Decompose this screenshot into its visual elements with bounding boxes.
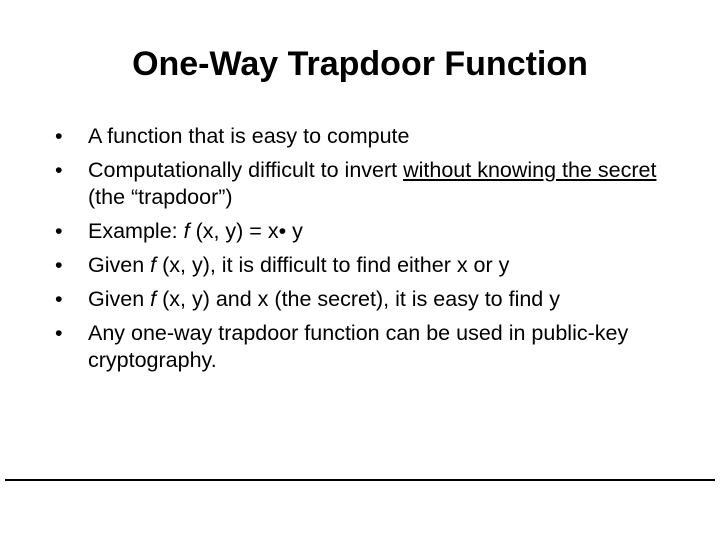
bullet-dot: • <box>55 287 63 311</box>
bullet-text: Any one-way trapdoor function can be used in public-key cryptography. <box>88 321 629 372</box>
bullet-text <box>88 158 656 209</box>
bullet-item <box>55 218 665 245</box>
slide-title: One-Way Trapdoor Function <box>132 45 588 83</box>
bullet-item <box>55 123 665 150</box>
function-symbol: f <box>150 253 157 277</box>
function-symbol: f <box>150 287 157 311</box>
function-symbol: f <box>183 219 190 243</box>
footer-divider <box>5 479 715 481</box>
bullet-text: A function that is easy to compute <box>88 124 410 148</box>
bullet-text <box>88 287 560 311</box>
bullet-text-part: (x, y) = x• y <box>189 219 303 243</box>
bullet-dot: • <box>55 124 63 148</box>
bullet-list <box>55 123 665 381</box>
bullet-text-part: Example: <box>88 219 184 243</box>
bullet-text-part: (the “trapdoor”) <box>88 185 233 209</box>
bullet-item <box>55 286 665 313</box>
bullet-text-part: (x, y), it is difficult to find either x or y <box>156 253 510 277</box>
underlined-phrase: without knowing the secret <box>403 158 657 182</box>
bullet-text <box>88 219 303 243</box>
bullet-dot: • <box>55 158 63 182</box>
bullet-text-part: (x, y) and x (the secret), it is easy to find y <box>156 287 560 311</box>
bullet-dot: • <box>55 321 63 345</box>
bullet-text <box>88 253 509 277</box>
bullet-text-part: Computationally difficult to invert <box>88 158 404 182</box>
bullet-text-part: Given <box>88 287 151 311</box>
bullet-dot: • <box>55 253 63 277</box>
bullet-item <box>55 157 665 211</box>
bullet-item <box>55 320 665 374</box>
bullet-dot: • <box>55 219 63 243</box>
bullet-item <box>55 252 665 279</box>
bullet-text-part: Given <box>88 253 151 277</box>
